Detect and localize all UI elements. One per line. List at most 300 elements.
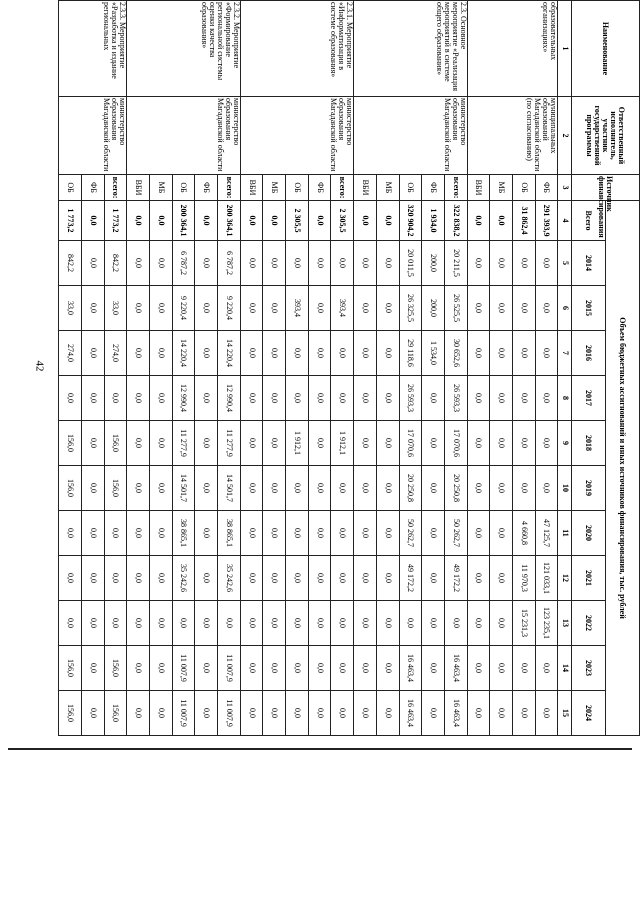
row-year-value: 20 250,8 [399,466,422,511]
row-year-value: 0,0 [149,331,172,376]
budget-table [58,0,640,736]
row-source: ОБ [172,175,195,201]
row-source: ФБ [535,175,558,201]
row-year-value: 0,0 [422,601,445,646]
row-year-value: 0,0 [467,421,490,466]
row-year-value: 0,0 [127,466,150,511]
row-year-value: 0,0 [240,511,263,556]
row-year-value: 0,0 [490,691,513,736]
column-number: 2 [558,97,572,175]
row-year-value: 0,0 [422,646,445,691]
row-year-value: 0,0 [490,511,513,556]
row-year-value: 0,0 [149,421,172,466]
row-year-value: 123 235,1 [535,601,558,646]
row-year-value: 11 277,9 [218,421,241,466]
row-year-value: 33,0 [59,286,82,331]
row-total: 0,0 [149,201,172,241]
column-number: 5 [558,241,572,286]
row-year-value: 0,0 [490,601,513,646]
row-year-value: 17 070,6 [444,421,467,466]
row-year-value: 0,0 [127,601,150,646]
row-year-value: 14 501,7 [218,466,241,511]
header-year: 2023 [571,646,605,691]
row-year-value: 0,0 [195,691,218,736]
row-year-value: 29 118,6 [399,331,422,376]
row-year-value: 0,0 [195,556,218,601]
row-source: МБ [490,175,513,201]
row-year-value: 0,0 [354,241,377,286]
row-year-value: 26 525,5 [444,286,467,331]
row-year-value: 0,0 [286,511,309,556]
row-year-value: 35 242,6 [172,556,195,601]
row-year-value: 0,0 [286,466,309,511]
row-year-value: 0,0 [376,241,399,286]
column-number: 10 [558,466,572,511]
row-year-value: 0,0 [286,241,309,286]
row-year-value: 0,0 [376,511,399,556]
row-year-value: 0,0 [127,511,150,556]
row-year-value: 0,0 [81,556,104,601]
row-year-value: 0,0 [308,466,331,511]
row-year-value: 0,0 [376,331,399,376]
table-row [104,1,127,736]
row-year-value: 0,0 [490,646,513,691]
header-year: 2016 [571,331,605,376]
row-year-value: 842,2 [104,241,127,286]
row-year-value: 0,0 [331,241,354,286]
row-year-value: 0,0 [81,646,104,691]
row-source: ФБ [308,175,331,201]
row-year-value: 0,0 [240,466,263,511]
row-year-value: 38 865,1 [218,511,241,556]
row-year-value: 26 593,3 [444,376,467,421]
row-year-value: 0,0 [195,646,218,691]
row-year-value: 0,0 [308,376,331,421]
row-year-value: 156,0 [59,466,82,511]
row-source: всего: [104,175,127,201]
row-year-value: 200,0 [422,241,445,286]
row-year-value: 14 501,7 [172,466,195,511]
row-year-value: 16 463,4 [444,646,467,691]
row-year-value: 49 172,2 [399,556,422,601]
row-year-value: 0,0 [263,646,286,691]
row-year-value: 0,0 [286,646,309,691]
row-year-value: 0,0 [376,691,399,736]
column-number: 15 [558,691,572,736]
row-year-value: 0,0 [376,601,399,646]
row-year-value: 0,0 [354,511,377,556]
row-year-value: 274,0 [104,331,127,376]
row-year-value: 0,0 [535,646,558,691]
row-year-value: 0,0 [195,466,218,511]
row-year-value: 0,0 [490,556,513,601]
row-total: 0,0 [467,201,490,241]
row-year-value: 0,0 [263,691,286,736]
row-source: всего: [444,175,467,201]
row-year-value: 0,0 [263,511,286,556]
header-year: 2020 [571,511,605,556]
budget-table-rotated [58,0,640,735]
row-year-value: 0,0 [354,466,377,511]
row-year-value: 0,0 [127,646,150,691]
row-year-value: 0,0 [354,646,377,691]
row-year-value: 11 970,3 [512,556,535,601]
row-year-value: 0,0 [104,601,127,646]
row-year-value: 0,0 [535,241,558,286]
table-row [218,1,241,736]
row-year-value: 0,0 [81,691,104,736]
row-year-value: 35 242,6 [218,556,241,601]
table-row [331,1,354,736]
row-year-value: 0,0 [467,511,490,556]
header-year: 2018 [571,421,605,466]
row-year-value: 0,0 [376,556,399,601]
row-year-value: 11 007,9 [172,646,195,691]
row-year-value: 0,0 [376,286,399,331]
row-year-value: 14 220,4 [218,331,241,376]
row-year-value: 0,0 [263,286,286,331]
row-name: 2.3.2. Мероприятие «Формирование региональной системы оценки качества образования» [127,1,240,97]
header-year: 2015 [571,286,605,331]
row-year-value: 0,0 [490,241,513,286]
row-source: ВБИ [354,175,377,201]
row-year-value: 121 033,1 [535,556,558,601]
row-total: 1 934,0 [422,201,445,241]
row-year-value: 0,0 [422,421,445,466]
row-year-value: 0,0 [512,286,535,331]
row-source: МБ [149,175,172,201]
row-year-value: 50 262,7 [444,511,467,556]
row-year-value: 26 325,5 [399,286,422,331]
column-number: 14 [558,646,572,691]
row-source: МБ [376,175,399,201]
row-year-value: 11 007,9 [172,691,195,736]
row-year-value: 0,0 [81,601,104,646]
row-year-value: 50 262,7 [399,511,422,556]
page-divider-line [8,748,632,750]
row-year-value: 4 660,8 [512,511,535,556]
row-year-value: 0,0 [104,376,127,421]
row-year-value: 17 070,6 [399,421,422,466]
row-year-value: 0,0 [240,376,263,421]
row-source: ВБИ [467,175,490,201]
row-year-value: 393,4 [286,286,309,331]
row-total: 2 305,5 [286,201,309,241]
row-year-value: 0,0 [376,421,399,466]
row-year-value: 156,0 [104,646,127,691]
header-year: 2014 [571,241,605,286]
header-name: Наименование [571,1,639,97]
row-year-value: 0,0 [535,376,558,421]
row-year-value: 0,0 [490,466,513,511]
row-year-value: 0,0 [308,646,331,691]
row-year-value: 0,0 [444,601,467,646]
row-executor: министерство образования Магаданской области [127,97,240,175]
row-year-value: 0,0 [512,691,535,736]
row-year-value: 0,0 [149,691,172,736]
column-number: 1 [558,1,572,97]
row-total: 1 773,2 [59,201,82,241]
row-year-value: 0,0 [263,376,286,421]
row-year-value: 0,0 [240,331,263,376]
row-year-value: 0,0 [81,331,104,376]
row-year-value: 0,0 [149,556,172,601]
row-year-value: 0,0 [127,691,150,736]
row-year-value: 1 912,1 [286,421,309,466]
row-source: ВБИ [127,175,150,201]
row-year-value: 0,0 [59,376,82,421]
row-year-value: 6 787,2 [218,241,241,286]
row-year-value: 0,0 [308,556,331,601]
row-total: 0,0 [308,201,331,241]
row-year-value: 0,0 [490,286,513,331]
row-year-value: 156,0 [59,421,82,466]
row-year-value: 0,0 [195,286,218,331]
row-year-value: 0,0 [308,601,331,646]
row-year-value: 0,0 [422,691,445,736]
row-source: ФБ [81,175,104,201]
row-year-value: 16 463,4 [399,646,422,691]
row-year-value: 12 990,4 [172,376,195,421]
row-year-value: 0,0 [127,421,150,466]
header-total: Всего [571,201,605,241]
column-number: 9 [558,421,572,466]
row-year-value: 30 652,6 [444,331,467,376]
row-year-value: 0,0 [81,511,104,556]
row-total: 1 773,2 [104,201,127,241]
row-year-value: 0,0 [376,376,399,421]
row-year-value: 20 011,5 [399,241,422,286]
row-year-value: 0,0 [512,376,535,421]
column-number: 8 [558,376,572,421]
row-year-value: 0,0 [127,556,150,601]
row-total: 0,0 [263,201,286,241]
row-total: 0,0 [240,201,263,241]
row-year-value: 0,0 [240,646,263,691]
header-year: 2017 [571,376,605,421]
row-year-value: 0,0 [149,241,172,286]
row-year-value: 0,0 [354,421,377,466]
row-year-value: 0,0 [331,511,354,556]
row-year-value: 0,0 [467,376,490,421]
row-source: ОБ [286,175,309,201]
header-year: 2021 [571,556,605,601]
row-year-value: 0,0 [59,601,82,646]
row-year-value: 11 277,9 [172,421,195,466]
row-year-value: 9 220,4 [172,286,195,331]
row-year-value: 0,0 [490,376,513,421]
row-year-value: 0,0 [399,601,422,646]
row-year-value: 20 211,5 [444,241,467,286]
row-year-value: 33,0 [104,286,127,331]
row-year-value: 0,0 [331,376,354,421]
row-name: образовательных организациях» [467,1,558,97]
row-year-value: 0,0 [467,601,490,646]
table-row [535,1,558,736]
row-year-value: 0,0 [308,241,331,286]
row-executor: министерство образования Магаданской области [240,97,353,175]
row-year-value: 0,0 [331,466,354,511]
row-year-value: 0,0 [81,286,104,331]
row-year-value: 49 172,2 [444,556,467,601]
row-year-value: 0,0 [195,601,218,646]
row-year-value: 0,0 [331,646,354,691]
row-year-value: 0,0 [467,331,490,376]
row-year-value: 0,0 [127,241,150,286]
row-source: ФБ [195,175,218,201]
row-year-value: 0,0 [240,691,263,736]
row-year-value: 0,0 [286,331,309,376]
row-year-value: 0,0 [59,556,82,601]
row-year-value: 0,0 [286,691,309,736]
row-year-value: 0,0 [535,691,558,736]
row-year-value: 0,0 [467,691,490,736]
row-total: 322 838,2 [444,201,467,241]
row-year-value: 200,0 [422,286,445,331]
row-year-value: 0,0 [331,556,354,601]
row-year-value: 0,0 [81,241,104,286]
row-year-value: 0,0 [127,331,150,376]
row-year-value: 0,0 [286,556,309,601]
row-source: ОБ [399,175,422,201]
row-year-value: 0,0 [149,601,172,646]
row-year-value: 0,0 [467,556,490,601]
row-year-value: 0,0 [195,511,218,556]
row-year-value: 0,0 [422,556,445,601]
row-year-value: 0,0 [81,421,104,466]
row-total: 0,0 [354,201,377,241]
header-year: 2019 [571,466,605,511]
row-year-value: 156,0 [59,691,82,736]
row-year-value: 0,0 [422,376,445,421]
row-year-value: 0,0 [286,601,309,646]
row-year-value: 0,0 [308,331,331,376]
row-year-value: 0,0 [149,646,172,691]
row-year-value: 0,0 [490,421,513,466]
row-year-value: 156,0 [104,691,127,736]
row-total: 0,0 [376,201,399,241]
row-year-value: 156,0 [59,646,82,691]
row-total: 0,0 [490,201,513,241]
row-year-value: 9 220,4 [218,286,241,331]
row-year-value: 47 125,7 [535,511,558,556]
row-year-value: 393,4 [331,286,354,331]
row-year-value: 0,0 [354,376,377,421]
header-executor: Ответственный исполнитель, участник государственной программы [571,97,639,175]
column-number: 3 [558,175,572,201]
header-source: Источник финансирования [571,175,639,201]
row-total: 0,0 [195,201,218,241]
row-year-value: 11 007,9 [218,646,241,691]
row-year-value: 0,0 [240,241,263,286]
row-year-value: 0,0 [467,466,490,511]
row-year-value: 0,0 [263,421,286,466]
row-year-value: 0,0 [422,511,445,556]
row-year-value: 0,0 [149,511,172,556]
row-year-value: 0,0 [149,466,172,511]
row-year-value: 0,0 [490,331,513,376]
row-year-value: 11 007,9 [218,691,241,736]
row-year-value: 0,0 [354,691,377,736]
header-year: 2024 [571,691,605,736]
row-executor: министерство образования Магаданской области [59,97,127,175]
row-year-value: 274,0 [59,331,82,376]
row-year-value: 0,0 [263,556,286,601]
row-year-value: 0,0 [512,331,535,376]
row-source: ФБ [422,175,445,201]
row-year-value: 0,0 [218,601,241,646]
row-year-value: 0,0 [467,646,490,691]
table-row [444,1,467,736]
row-year-value: 156,0 [104,466,127,511]
row-year-value: 0,0 [195,331,218,376]
row-year-value: 0,0 [422,466,445,511]
row-year-value: 0,0 [308,286,331,331]
row-source: всего: [218,175,241,201]
row-year-value: 6 787,2 [172,241,195,286]
row-year-value: 0,0 [263,466,286,511]
row-name: 2.3.1. Мероприятие «Информатизация в системе образования» [240,1,353,97]
row-total: 31 862,4 [512,201,535,241]
row-year-value: 156,0 [104,421,127,466]
row-year-value: 0,0 [331,601,354,646]
page-number: 42 [33,360,46,372]
row-year-value: 0,0 [240,556,263,601]
column-number: 11 [558,511,572,556]
header-funding: Объем бюджетных ассигнований и иных источников финансирования, тыс. рублей [605,201,639,736]
row-total: 320 904,2 [399,201,422,241]
row-year-value: 0,0 [240,601,263,646]
row-year-value: 0,0 [308,511,331,556]
row-year-value: 0,0 [104,511,127,556]
row-year-value: 0,0 [535,421,558,466]
row-year-value: 0,0 [308,421,331,466]
row-year-value: 0,0 [512,421,535,466]
row-year-value: 0,0 [240,421,263,466]
row-year-value: 12 990,4 [218,376,241,421]
row-year-value: 0,0 [331,691,354,736]
row-year-value: 842,2 [59,241,82,286]
row-year-value: 0,0 [331,331,354,376]
row-year-value: 0,0 [59,511,82,556]
row-year-value: 0,0 [512,241,535,286]
row-year-value: 0,0 [104,556,127,601]
row-year-value: 0,0 [195,421,218,466]
row-total: 2 305,5 [331,201,354,241]
row-year-value: 38 865,1 [172,511,195,556]
row-year-value: 26 593,3 [399,376,422,421]
row-source: МБ [263,175,286,201]
row-source: ОБ [512,175,535,201]
row-year-value: 0,0 [354,331,377,376]
row-year-value: 0,0 [535,331,558,376]
row-year-value: 0,0 [263,601,286,646]
row-year-value: 0,0 [127,376,150,421]
column-number: 7 [558,331,572,376]
row-total: 0,0 [127,201,150,241]
row-total: 200 364,1 [172,201,195,241]
column-number: 13 [558,601,572,646]
row-year-value: 0,0 [308,691,331,736]
row-year-value: 16 463,4 [399,691,422,736]
row-total: 291 393,9 [535,201,558,241]
row-year-value: 1 534,0 [422,331,445,376]
row-year-value: 0,0 [376,646,399,691]
row-year-value: 0,0 [354,556,377,601]
column-number: 4 [558,201,572,241]
row-year-value: 1 912,1 [331,421,354,466]
row-year-value: 0,0 [263,331,286,376]
